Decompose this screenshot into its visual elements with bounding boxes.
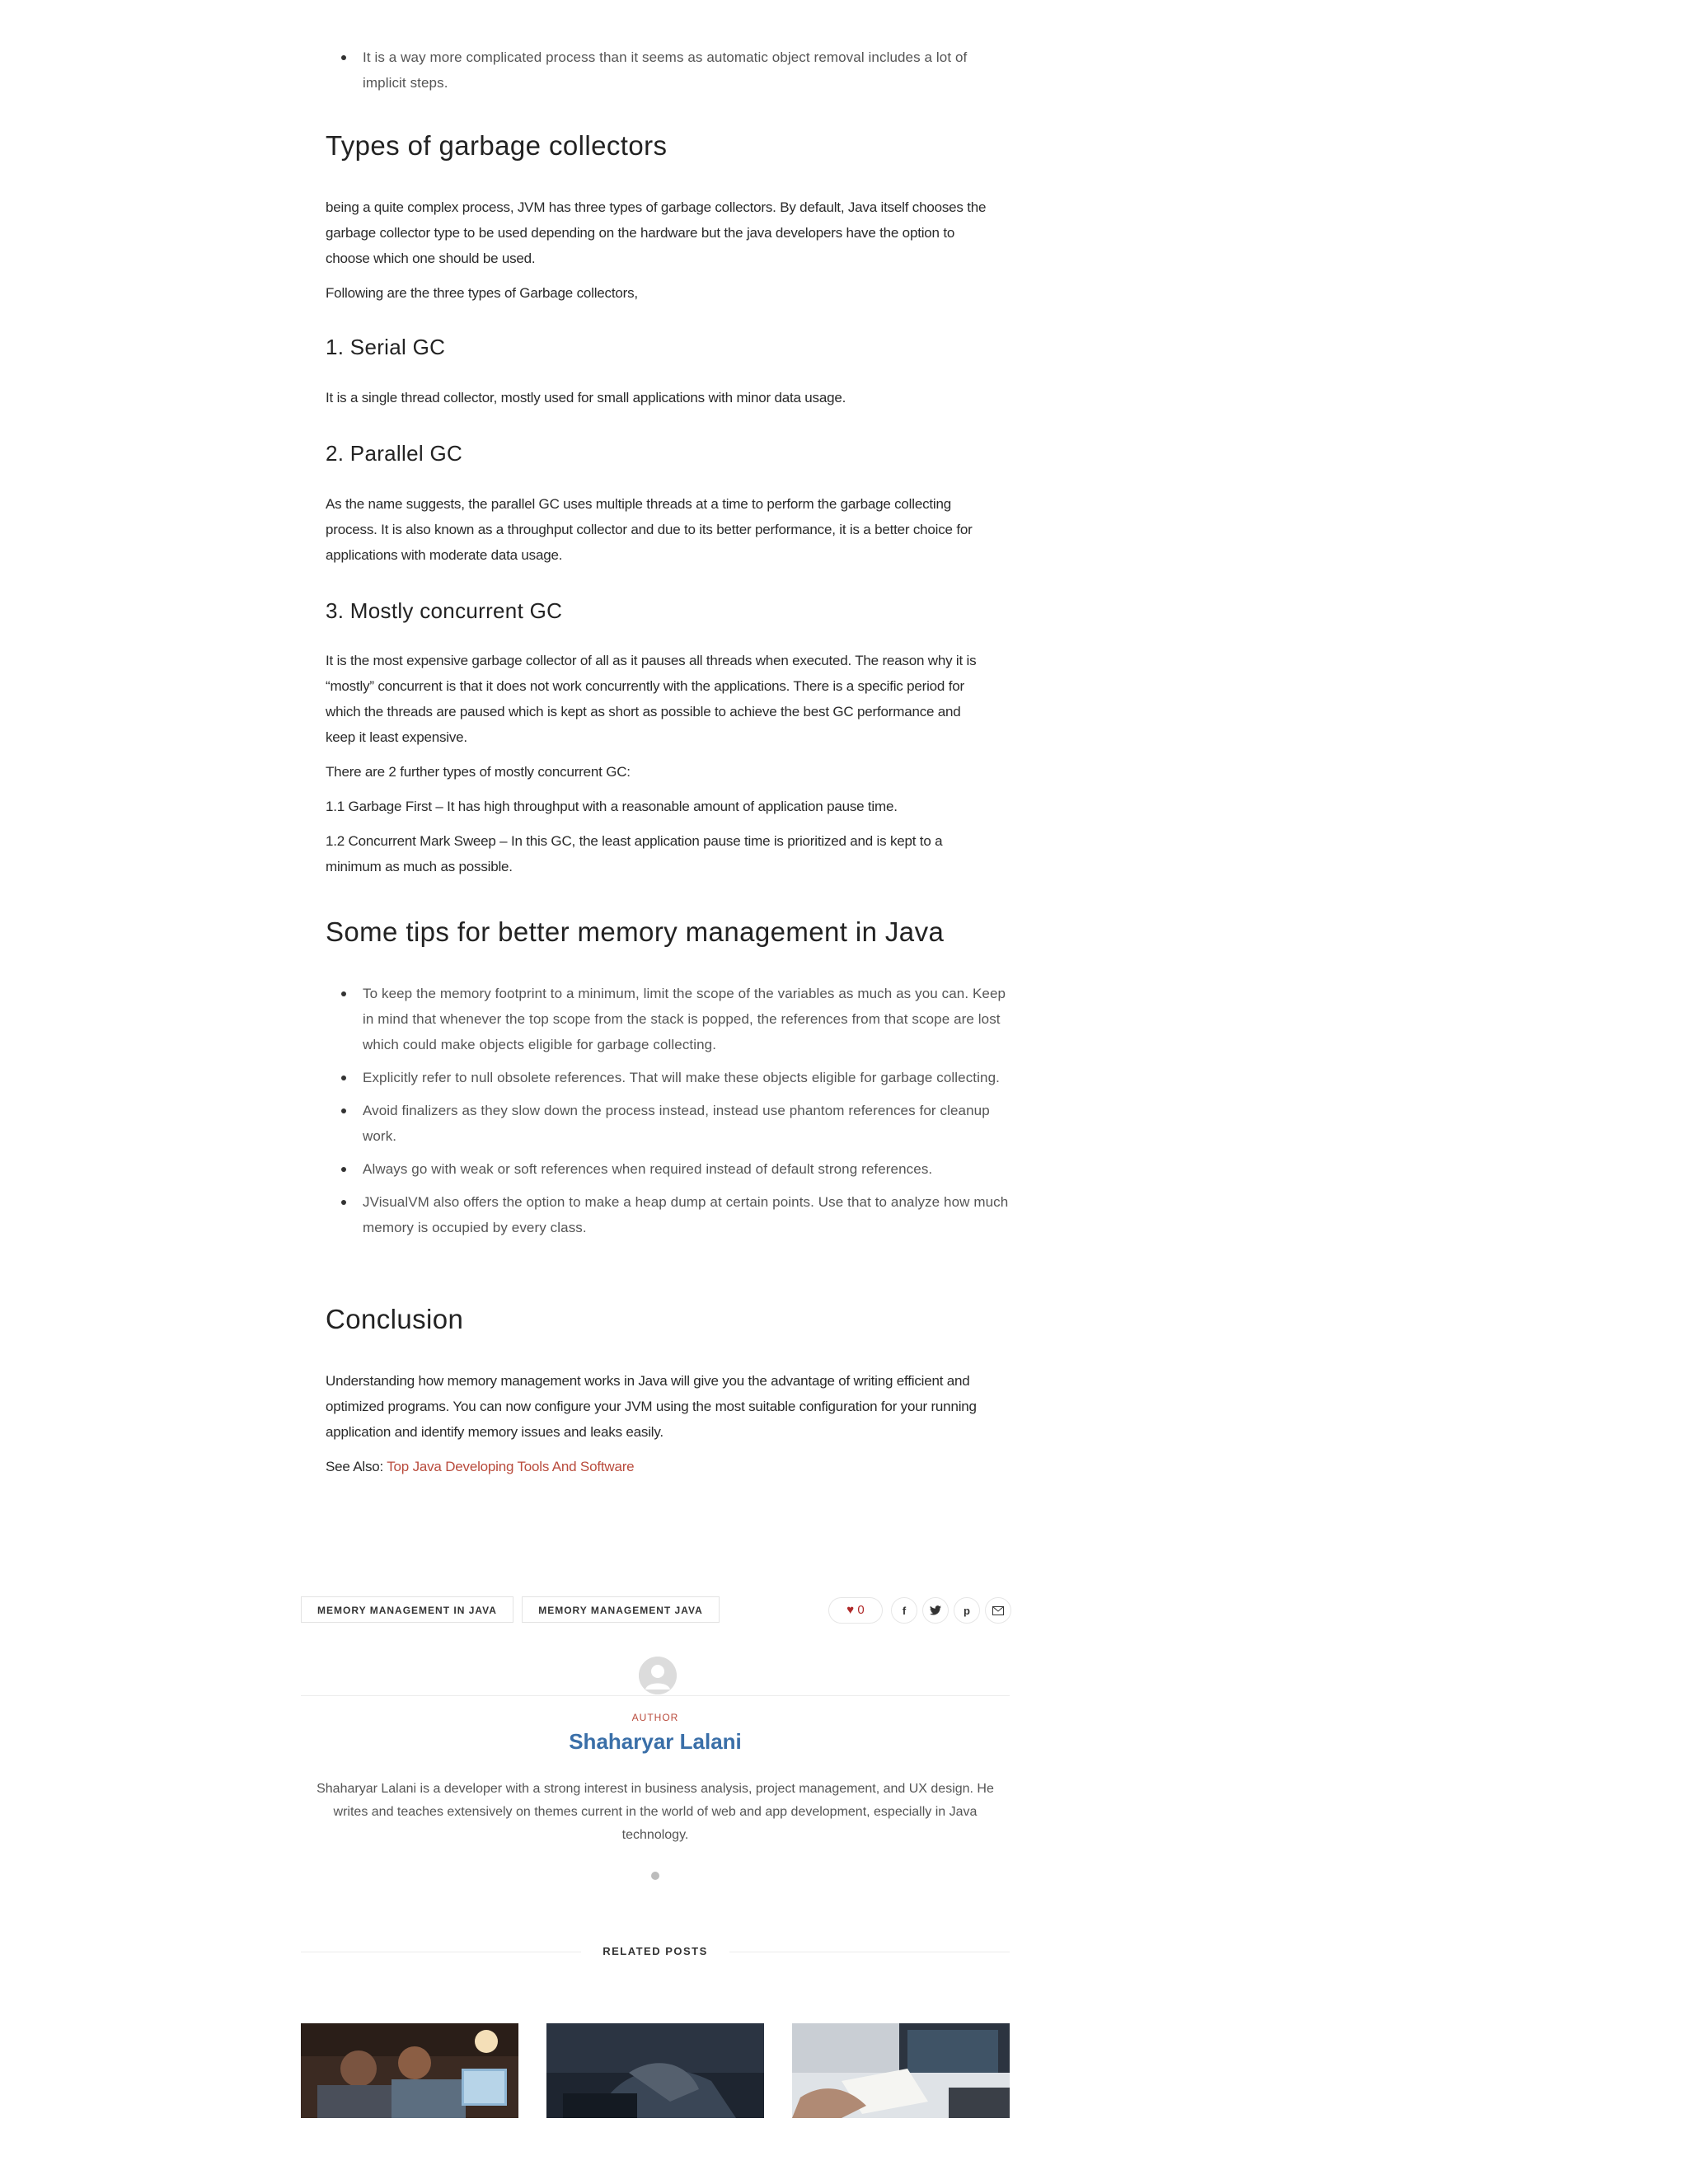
tag-memory-management-java[interactable]: MEMORY MANAGEMENT JAVA: [522, 1596, 720, 1623]
section-heading-gc-types: Types of garbage collectors: [326, 130, 668, 161]
paragraph: 1.1 Garbage First – It has high throughput with a reasonable amount of application pause time.: [326, 799, 898, 814]
author-name-link[interactable]: Shaharyar Lalani: [569, 1729, 742, 1754]
related-post-thumbnail[interactable]: [546, 2023, 764, 2118]
paragraph: 1.2 Concurrent Mark Sweep – In this GC, the least application pause time is prioritized and is kept to a minimum as much as possible.: [326, 833, 943, 874]
share-pinterest-button[interactable]: [954, 1597, 980, 1624]
list-item: Explicitly refer to null obsolete references. That will make these objects eligible for garbage collecting.: [363, 1065, 1014, 1090]
like-button[interactable]: [828, 1597, 883, 1624]
post-meta-row: [301, 1596, 1010, 1624]
paragraph: As the name suggests, the parallel GC uses multiple threads at a time to perform the garbage collecting process. It is also known as a throughput collector and due to its better performance, it is a better choice for applications with moderate data usage.: [326, 496, 973, 563]
section-heading-concurrent: 3. Mostly concurrent GC: [326, 598, 563, 623]
section-heading-tips: Some tips for better memory management in Java: [326, 916, 945, 947]
list-item: To keep the memory footprint to a minimum, limit the scope of the variables as much as you can. Keep in mind that whenever the top scope from the stack is popped, the references from that scope are lost which could make objects eligible for garbage collecting.: [363, 981, 1014, 1057]
paragraph: Understanding how memory management works in Java will give you the advantage of writing efficient and optimized programs. You can now configure your JVM using the most suitable configuration for your running application and identify memory issues and leaks easily.: [326, 1373, 977, 1440]
photo-image: [301, 2023, 518, 2118]
section-heading-serial: 1. Serial GC: [326, 335, 446, 359]
see-also-link[interactable]: Top Java Developing Tools And Software: [387, 1459, 635, 1474]
tips-list: [326, 981, 1014, 1248]
photo-image: [792, 2023, 1010, 2118]
facebook-icon: f: [902, 1604, 907, 1617]
like-count: 0: [857, 1603, 865, 1617]
paragraph: being a quite complex process, JVM has three types of garbage collectors. By default, Java itself chooses the garbage collector type to be used depending on the hardware but the java developers have the option to choose which one should be used.: [326, 199, 987, 266]
related-post-thumbnail[interactable]: [301, 2023, 518, 2118]
paragraph: It is a single thread collector, mostly used for small applications with minor data usage.: [326, 390, 846, 405]
paragraph: It is the most expensive garbage collector of all as it pauses all threads when executed. The reason why it is “mostly” concurrent is that it does not work concurrently with the applications. There is a specific period for which the threads are paused which is kept as short as possible to achieve the best GC performance and keep it least expensive.: [326, 653, 977, 745]
globe-icon[interactable]: [650, 1871, 660, 1881]
see-also: [326, 1454, 993, 1479]
related-post-thumbnail[interactable]: [792, 2023, 1010, 2118]
paragraph: Following are the three types of Garbage collectors,: [326, 285, 638, 301]
avatar[interactable]: [639, 1657, 677, 1694]
list-item: JVisualVM also offers the option to make a heap dump at certain points. Use that to analyze how much memory is occupied by every class.: [363, 1189, 1014, 1240]
share-email-button[interactable]: [985, 1597, 1011, 1624]
twitter-icon: [930, 1605, 941, 1615]
share-facebook-button[interactable]: [891, 1597, 917, 1624]
list-item: It is a way more complicated process than it seems as automatic object removal includes a lot of implicit steps.: [363, 45, 1014, 96]
user-icon: [639, 1657, 677, 1694]
related-posts-title: RELATED POSTS: [603, 1945, 708, 1957]
see-also-label: See Also:: [326, 1459, 387, 1474]
list-item: Always go with weak or soft references when required instead of default strong references.: [363, 1156, 1014, 1182]
section-heading-parallel: 2. Parallel GC: [326, 441, 463, 466]
list-item: Avoid finalizers as they slow down the process instead, instead use phantom references for cleanup work.: [363, 1098, 1014, 1149]
email-icon: [992, 1606, 1004, 1615]
share-twitter-button[interactable]: [922, 1597, 949, 1624]
pinterest-icon: p: [964, 1604, 970, 1617]
section-heading-conclusion: Conclusion: [326, 1304, 464, 1334]
intro-list: [326, 45, 1014, 103]
author-bio: Shaharyar Lalani is a developer with a strong interest in business analysis, project management, and UX design. He writes and teaches extensively on themes current in the world of web and app development, especially in Java technology.: [316, 1782, 994, 1842]
heart-icon: ♥: [846, 1603, 855, 1617]
author-label: AUTHOR: [631, 1712, 679, 1723]
paragraph: There are 2 further types of mostly concurrent GC:: [326, 764, 631, 780]
photo-image: [546, 2023, 764, 2118]
divider: [301, 1695, 1010, 1696]
tag-memory-management-in-java[interactable]: MEMORY MANAGEMENT IN JAVA: [301, 1596, 513, 1623]
